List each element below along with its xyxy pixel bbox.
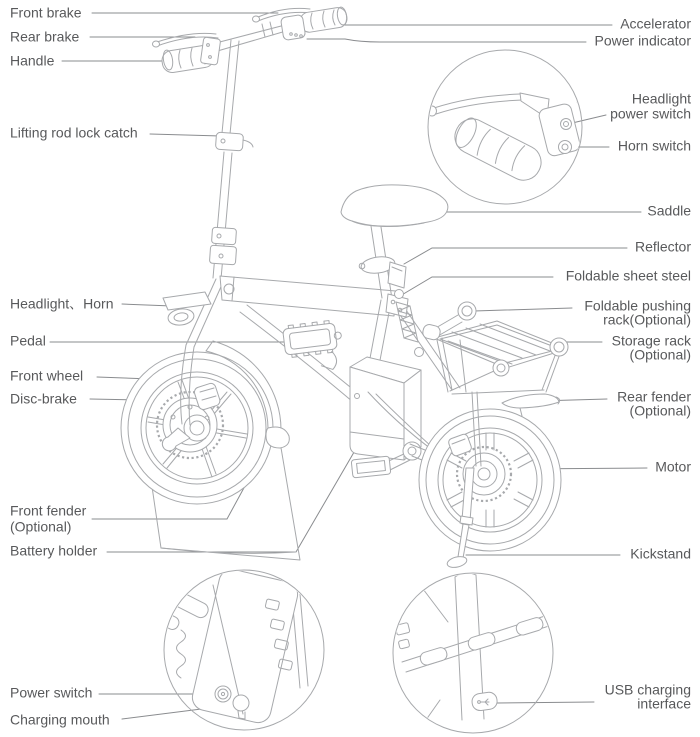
label-rear-fender-optional: (Optional) (629, 402, 691, 419)
leader-reflector (404, 248, 627, 264)
lifting-rod-lock-catch-part (215, 132, 253, 151)
usb-charging-port (471, 691, 498, 711)
label-storage-rack-optional: (Optional) (629, 346, 691, 363)
label-power-indicator: Power indicator (594, 32, 691, 49)
label-foldable-pushing-rack: Foldable pushing (584, 297, 691, 314)
handlebar (153, 6, 349, 74)
storage-rack-part (434, 321, 568, 394)
folded-pedal (282, 319, 345, 375)
leader-power-indicator (307, 39, 586, 42)
label-motor: Motor (655, 458, 691, 475)
power-switch-button (215, 686, 231, 702)
label-horn-switch: Horn switch (617, 137, 691, 154)
label-usb-charging-2: interface (637, 695, 691, 712)
bike-illustration (121, 6, 601, 733)
leader-foldable-sheet-steel (400, 277, 553, 296)
detail-inset-battery-bottom (147, 567, 324, 730)
rear-wheel (419, 409, 561, 551)
label-disc-brake: Disc-brake (10, 390, 77, 407)
label-accelerator: Accelerator (620, 15, 691, 32)
label-front-fender-optional: (Optional) (10, 518, 72, 535)
leader-usb-charging (497, 702, 594, 703)
label-saddle: Saddle (647, 202, 691, 219)
label-battery-holder: Battery holder (10, 542, 98, 559)
detail-inset-usb (393, 573, 568, 733)
label-rear-fender: Rear fender (617, 388, 691, 405)
leader-foldable-pushing-rack (474, 308, 572, 311)
label-headlight-power-switch-2: power switch (610, 105, 691, 122)
label-power-switch: Power switch (10, 684, 93, 701)
label-headlight-power-switch: Headlight (631, 90, 691, 107)
reflector-part (388, 262, 406, 288)
left-switch-housing (200, 37, 220, 65)
leader-headlight-horn (122, 304, 172, 306)
label-rear-brake: Rear brake (10, 28, 80, 45)
label-front-fender: Front fender (10, 502, 87, 519)
label-foldable-sheet-steel: Foldable sheet steel (565, 267, 691, 284)
label-storage-rack: Storage rack (611, 332, 691, 349)
headlight-horn-unit (163, 292, 211, 327)
leader-lifting-rod-lock-catch (150, 134, 221, 136)
detail-inset-switches (428, 50, 602, 204)
saddle (341, 185, 448, 227)
column-folding-hinge (209, 227, 236, 265)
label-kickstand: Kickstand (630, 545, 691, 562)
label-lifting-rod-lock-catch: Lifting rod lock catch (10, 124, 138, 141)
label-reflector: Reflector (634, 238, 691, 255)
label-front-brake: Front brake (10, 4, 82, 21)
label-headlight-horn: Headlight、Horn (10, 295, 114, 312)
label-charging-mouth: Charging mouth (10, 711, 110, 728)
label-usb-charging: USB charging (604, 681, 691, 698)
label-front-wheel: Front wheel (10, 367, 84, 384)
accelerator-grip (299, 6, 349, 33)
label-handle: Handle (10, 52, 55, 69)
front-wheel (121, 352, 273, 504)
label-pedal: Pedal (10, 332, 46, 349)
label-foldable-pushing-rack-2: rack(Optional) (603, 311, 691, 328)
